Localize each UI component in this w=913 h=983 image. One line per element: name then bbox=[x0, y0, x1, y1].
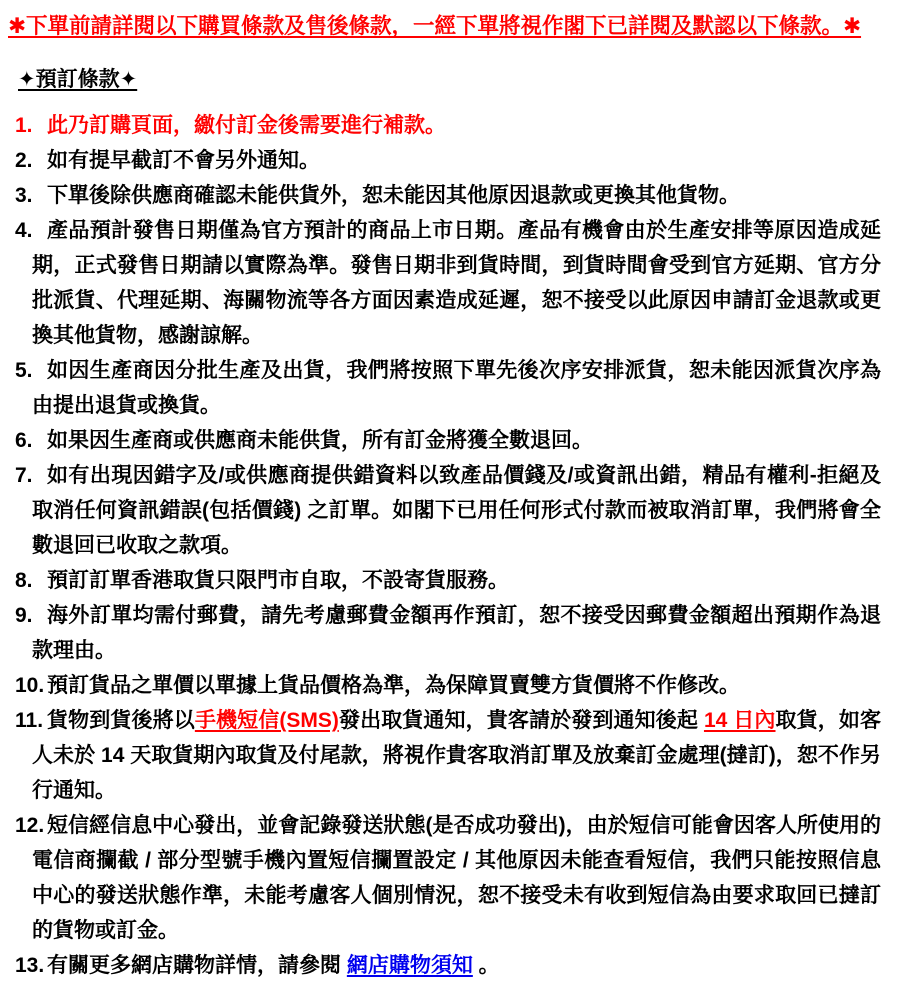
term-item-7 bbox=[0, 458, 881, 563]
term-text: 如有出現因錯字及/或供應商提供錯資料以致產品價錢及/或資訊出錯，精品有權利-拒絕及取消任何資訊錯誤(包括價錢) 之訂單。如閣下已用任何形式付款而被取消訂單，我們將會全數退回已收取之款項。 bbox=[32, 464, 881, 557]
section-title: ✦預訂條款✦ bbox=[18, 68, 138, 91]
term-text: 預訂貨品之單價以單據上貨品價格為準，為保障買賣雙方貨價將不作修改。 bbox=[47, 674, 740, 697]
term-number: 11. bbox=[15, 709, 44, 732]
terms-document bbox=[0, 11, 913, 977]
term-item-6 bbox=[0, 423, 881, 458]
term-number: 4. bbox=[15, 219, 33, 242]
term-number: 7. bbox=[15, 464, 33, 487]
term-item-12 bbox=[0, 808, 881, 948]
warning-banner: ✱下單前請詳閱以下購買條款及售後條款，一經下單將視作閣下已詳閱及默認以下條款。✱ bbox=[8, 14, 862, 38]
term-number: 5. bbox=[15, 359, 33, 382]
term-number: 1. bbox=[15, 114, 33, 137]
term-item-3 bbox=[0, 178, 881, 213]
highlighted-term-text: 14 日內 bbox=[703, 709, 776, 732]
term-item-9 bbox=[0, 598, 881, 668]
term-item-8 bbox=[0, 563, 881, 598]
term-text: 短信經信息中心發出，並會記錄發送狀態(是否成功發出)，由於短信可能會因客人所使用的電信商攔截 / 部分型號手機內置短信攔置設定 / 其他原因未能查看短信，我們只能按照信息中心的發送狀態作準，未能考慮客人個別情況，恕不接受未有收到短信為由要求取回已撻訂的貨物或訂金。 bbox=[32, 814, 881, 942]
term-text: 如果因生產商或供應商未能供貨，所有訂金將獲全數退回。 bbox=[47, 429, 593, 452]
term-number: 3. bbox=[15, 184, 33, 207]
term-text: 取貨，如客人未於 14 天取貨期內取貨及付尾款，將視作貴客取消訂單及放棄訂金處理(撻訂)，恕不作另行通知。 bbox=[32, 709, 881, 802]
term-text: 如因生產商因分批生產及出貨，我們將按照下單先後次序安排派貨，恕未能因派貨次序為由提出退貨或換貨。 bbox=[32, 359, 881, 417]
terms-list bbox=[0, 108, 881, 983]
term-text: 此乃訂購頁面，繳付訂金後需要進行補款。 bbox=[47, 114, 446, 137]
term-text: 產品預計發售日期僅為官方預計的商品上市日期。產品有機會由於生產安排等原因造成延期，正式發售日期請以實際為準。發售日期非到貨時間，到貨時間會受到官方延期、官方分批派貨、代理延期、海關物流等各方面因素造成延遲，恕不接受以此原因申請訂金退款或更換其他貨物，感謝諒解。 bbox=[32, 219, 881, 347]
term-text: 下單後除供應商確認未能供貨外，恕未能因其他原因退款或更換其他貨物。 bbox=[47, 184, 740, 207]
term-text: 。 bbox=[472, 954, 500, 977]
term-number: 12. bbox=[15, 814, 45, 837]
term-text: 如有提早截訂不會另外通知。 bbox=[47, 149, 320, 172]
term-text: 貨物到貨後將以 bbox=[47, 709, 195, 732]
shop-guide-link[interactable]: 網店購物須知 bbox=[346, 954, 473, 977]
term-text: 發出取貨通知，貴客請於發到通知後起 bbox=[338, 709, 704, 732]
term-text: 海外訂單均需付郵費，請先考慮郵費金額再作預訂，恕不接受因郵費金額超出預期作為退款理由。 bbox=[32, 604, 881, 662]
term-item-5 bbox=[0, 353, 881, 423]
term-number: 6. bbox=[15, 429, 33, 452]
term-item-11 bbox=[0, 703, 881, 808]
highlighted-term-text: 手機短信(SMS) bbox=[194, 709, 339, 732]
term-item-4 bbox=[0, 213, 881, 353]
term-item-13 bbox=[0, 948, 881, 983]
term-text: 預訂訂單香港取貨只限門市自取，不設寄貨服務。 bbox=[47, 569, 509, 592]
term-text: 有關更多網店購物詳情，請參閱 bbox=[47, 954, 347, 977]
term-number: 2. bbox=[15, 149, 33, 172]
term-item-1 bbox=[0, 108, 881, 143]
term-number: 8. bbox=[15, 569, 33, 592]
term-number: 13. bbox=[15, 954, 45, 977]
term-item-2 bbox=[0, 143, 881, 178]
term-item-10 bbox=[0, 668, 881, 703]
term-number: 9. bbox=[15, 604, 33, 627]
term-number: 10. bbox=[15, 674, 45, 697]
